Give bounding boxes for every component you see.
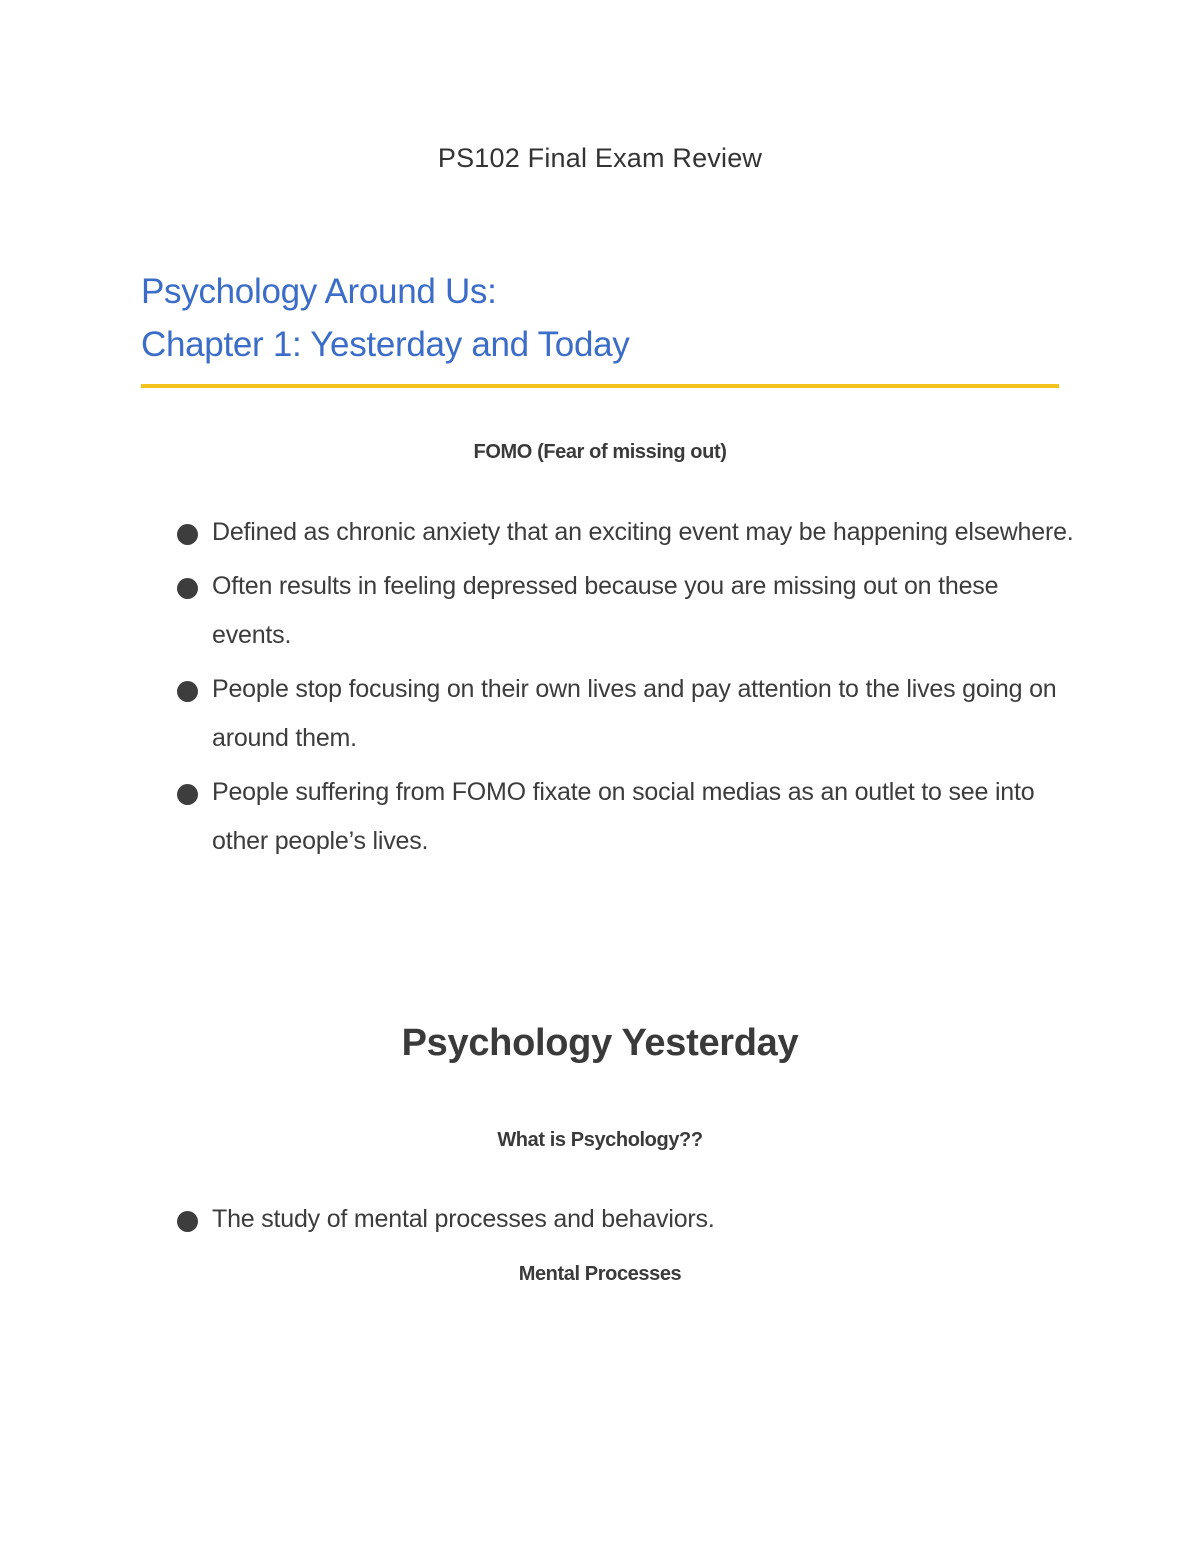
bullet-icon	[177, 578, 198, 599]
list-item	[176, 665, 1076, 763]
list-item-text: People stop focusing on their own lives and pay attention to the lives going on around them.	[212, 675, 1057, 752]
bullet-icon	[177, 1211, 198, 1232]
psychology-definition-list	[176, 1195, 1076, 1249]
list-item-text: People suffering from FOMO fixate on social medias as an outlet to see into other people’s lives.	[212, 778, 1035, 855]
chapter-heading	[141, 265, 630, 371]
list-item	[176, 508, 1076, 557]
bullet-icon	[177, 784, 198, 805]
what-is-psychology-heading: What is Psychology??	[497, 1129, 703, 1151]
list-item	[176, 1195, 1076, 1244]
list-item-text: The study of mental processes and behaviors.	[212, 1205, 715, 1233]
list-item	[176, 562, 1076, 660]
bullet-icon	[177, 681, 198, 702]
fomo-heading: FOMO (Fear of missing out)	[473, 441, 727, 463]
fomo-bullet-list	[176, 508, 1076, 871]
list-item-text: Defined as chronic anxiety that an exciting event may be happening elsewhere.	[212, 518, 1074, 546]
chapter-heading-line-2: Chapter 1: Yesterday and Today	[141, 325, 630, 364]
mental-processes-heading: Mental Processes	[518, 1263, 682, 1285]
chapter-heading-line-1: Psychology Around Us:	[141, 272, 497, 311]
bullet-icon	[177, 524, 198, 545]
list-item	[176, 768, 1076, 866]
heading-divider	[141, 384, 1059, 388]
document-title: PS102 Final Exam Review	[437, 143, 763, 173]
section-heading-psychology-yesterday: Psychology Yesterday	[401, 1022, 799, 1064]
list-item-text: Often results in feeling depressed because you are missing out on these events.	[212, 572, 999, 649]
